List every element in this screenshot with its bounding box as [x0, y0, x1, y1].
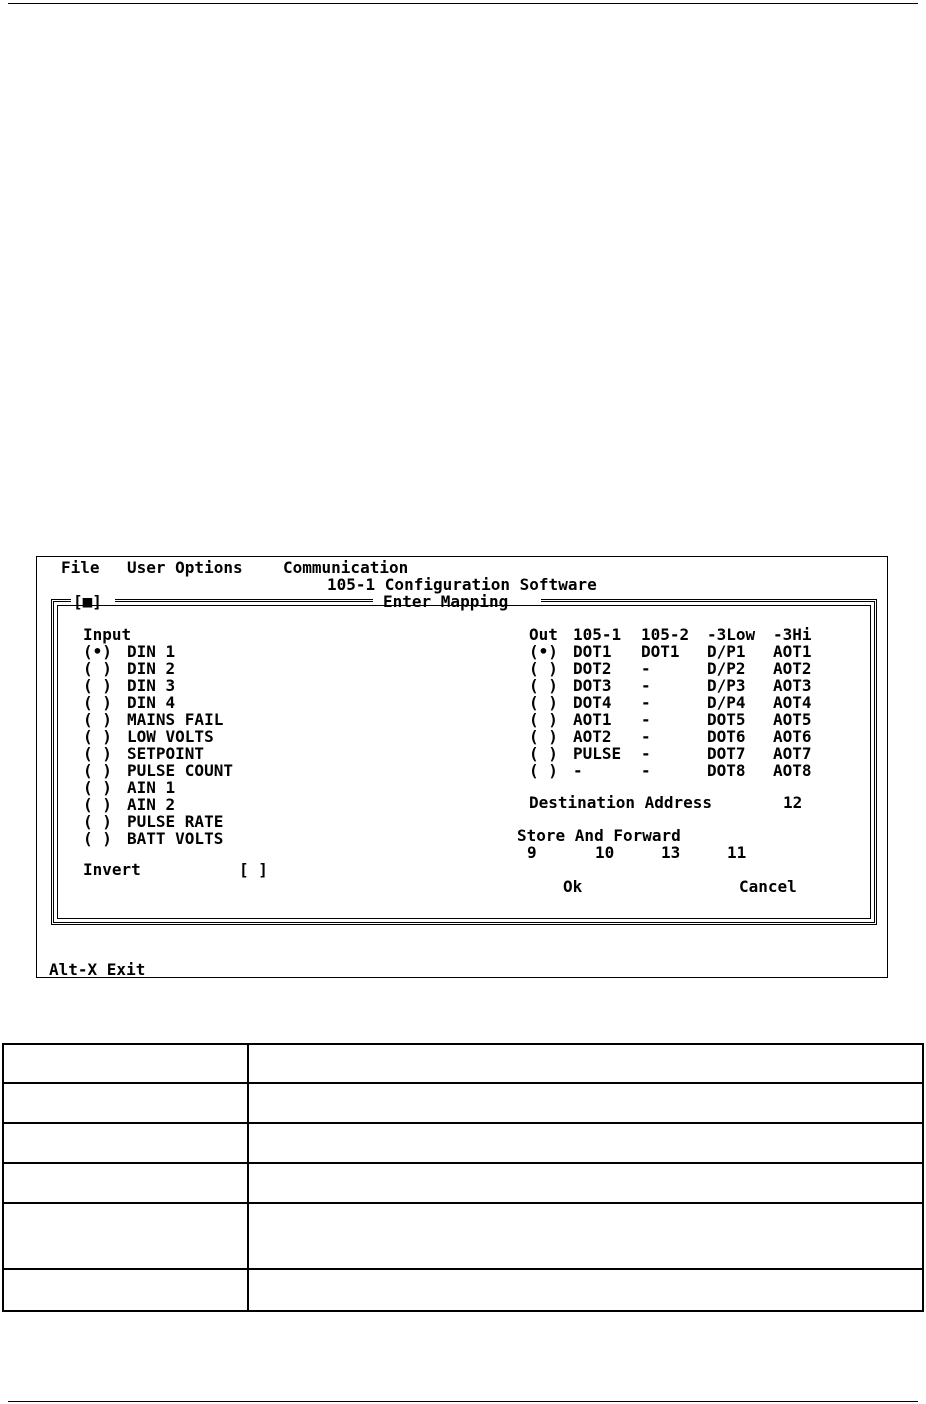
output-cell[interactable]: DOT8: [707, 761, 746, 780]
store-forward-value-3[interactable]: 13: [661, 843, 681, 862]
menu-file[interactable]: File: [61, 558, 100, 577]
output-cell[interactable]: DOT6: [707, 727, 746, 746]
store-forward-value-1[interactable]: 9: [527, 843, 537, 862]
store-forward-label: Store And Forward: [517, 826, 681, 845]
menu-communication[interactable]: Communication: [283, 558, 409, 577]
output-cell[interactable]: DOT1: [573, 642, 612, 661]
description-table: [2, 1043, 924, 1312]
output-radio[interactable]: ( ): [529, 761, 558, 780]
table-row: [3, 1203, 923, 1269]
table-row: [3, 1163, 923, 1203]
output-column-header: 105-1: [573, 625, 622, 644]
page-bottom-rule: [8, 1401, 918, 1402]
output-cell[interactable]: D/P4: [707, 693, 746, 712]
table-cell: [248, 1083, 923, 1123]
input-radio[interactable]: ( ): [83, 693, 112, 712]
table-cell: [248, 1163, 923, 1203]
table-cell: [3, 1269, 248, 1311]
input-radio[interactable]: ( ): [83, 744, 112, 763]
output-cell[interactable]: -: [641, 727, 651, 746]
input-radio[interactable]: ( ): [83, 710, 112, 729]
dialog-title: Enter Mapping: [383, 592, 509, 611]
invert-checkbox[interactable]: [ ]: [239, 860, 268, 879]
table-row: [3, 1083, 923, 1123]
destination-address-value[interactable]: 12: [783, 793, 803, 812]
output-cell[interactable]: PULSE: [573, 744, 622, 763]
output-column-header: 105-2: [641, 625, 690, 644]
input-radio[interactable]: (•): [83, 642, 112, 661]
output-radio[interactable]: ( ): [529, 676, 558, 695]
output-radio[interactable]: ( ): [529, 727, 558, 746]
output-cell[interactable]: AOT2: [773, 659, 812, 678]
input-label[interactable]: PULSE RATE: [127, 812, 224, 831]
input-label[interactable]: DIN 2: [127, 659, 176, 678]
input-radio[interactable]: ( ): [83, 829, 112, 848]
table-row: [3, 1044, 923, 1083]
table-cell: [248, 1123, 923, 1163]
output-cell[interactable]: DOT1: [641, 642, 680, 661]
input-radio[interactable]: ( ): [83, 812, 112, 831]
output-cell[interactable]: DOT3: [573, 676, 612, 695]
menu-user-options[interactable]: User Options: [127, 558, 243, 577]
input-label[interactable]: DIN 3: [127, 676, 176, 695]
table-row: [3, 1123, 923, 1163]
input-header: Input: [83, 625, 132, 644]
table-cell: [3, 1163, 248, 1203]
input-radio[interactable]: ( ): [83, 778, 112, 797]
output-cell[interactable]: AOT1: [773, 642, 812, 661]
output-cell[interactable]: -: [641, 761, 651, 780]
store-forward-value-2[interactable]: 10: [595, 843, 615, 862]
input-label[interactable]: LOW VOLTS: [127, 727, 214, 746]
output-cell[interactable]: -: [641, 710, 651, 729]
table-row: [3, 1269, 923, 1311]
output-cell[interactable]: D/P1: [707, 642, 746, 661]
output-cell[interactable]: AOT1: [573, 710, 612, 729]
output-column-header: Out: [529, 625, 558, 644]
output-cell[interactable]: AOT4: [773, 693, 812, 712]
output-cell[interactable]: -: [641, 659, 651, 678]
store-forward-value-4[interactable]: 11: [727, 843, 747, 862]
input-label[interactable]: DIN 1: [127, 642, 176, 661]
output-cell[interactable]: AOT3: [773, 676, 812, 695]
output-radio[interactable]: ( ): [529, 659, 558, 678]
input-radio[interactable]: ( ): [83, 659, 112, 678]
page-top-rule: [8, 3, 918, 4]
output-column-header: -3Hi: [773, 625, 812, 644]
table-cell: [3, 1123, 248, 1163]
output-cell[interactable]: AOT6: [773, 727, 812, 746]
input-radio[interactable]: ( ): [83, 761, 112, 780]
table-cell: [248, 1269, 923, 1311]
input-label[interactable]: BATT VOLTS: [127, 829, 224, 848]
input-label[interactable]: MAINS FAIL: [127, 710, 224, 729]
input-radio[interactable]: ( ): [83, 676, 112, 695]
output-cell[interactable]: -: [641, 744, 651, 763]
app-title: 105-1 Configuration Software: [327, 575, 597, 594]
input-radio[interactable]: ( ): [83, 727, 112, 746]
output-radio[interactable]: (•): [529, 642, 558, 661]
input-label[interactable]: SETPOINT: [127, 744, 205, 763]
dialog-close-box[interactable]: [■]: [73, 592, 102, 611]
output-cell[interactable]: D/P3: [707, 676, 746, 695]
table-cell: [3, 1083, 248, 1123]
output-cell[interactable]: -: [641, 693, 651, 712]
table-cell: [248, 1044, 923, 1083]
input-radio[interactable]: ( ): [83, 795, 112, 814]
table-cell: [3, 1203, 248, 1269]
output-radio[interactable]: ( ): [529, 744, 558, 763]
dos-screen: [36, 556, 888, 978]
output-cell[interactable]: AOT2: [573, 727, 612, 746]
ok-button[interactable]: Ok: [563, 877, 583, 896]
output-cell[interactable]: -: [573, 761, 583, 780]
status-bar-exit: Alt-X Exit: [49, 960, 146, 979]
output-radio[interactable]: ( ): [529, 710, 558, 729]
destination-address-label: Destination Address: [529, 793, 713, 812]
invert-label: Invert: [83, 860, 141, 879]
cancel-button[interactable]: Cancel: [739, 877, 797, 896]
input-label[interactable]: DIN 4: [127, 693, 176, 712]
output-cell[interactable]: D/P2: [707, 659, 746, 678]
output-column-header: -3Low: [707, 625, 756, 644]
output-cell[interactable]: DOT2: [573, 659, 612, 678]
output-cell[interactable]: AOT8: [773, 761, 812, 780]
input-label[interactable]: PULSE COUNT: [127, 761, 233, 780]
output-cell[interactable]: -: [641, 676, 651, 695]
output-cell[interactable]: DOT4: [573, 693, 612, 712]
input-label[interactable]: AIN 1: [127, 778, 176, 797]
table-cell: [3, 1044, 248, 1083]
table-cell: [248, 1203, 923, 1269]
output-cell[interactable]: AOT5: [773, 710, 812, 729]
output-radio[interactable]: ( ): [529, 693, 558, 712]
output-cell[interactable]: AOT7: [773, 744, 812, 763]
output-cell[interactable]: DOT7: [707, 744, 746, 763]
output-cell[interactable]: DOT5: [707, 710, 746, 729]
input-label[interactable]: AIN 2: [127, 795, 176, 814]
